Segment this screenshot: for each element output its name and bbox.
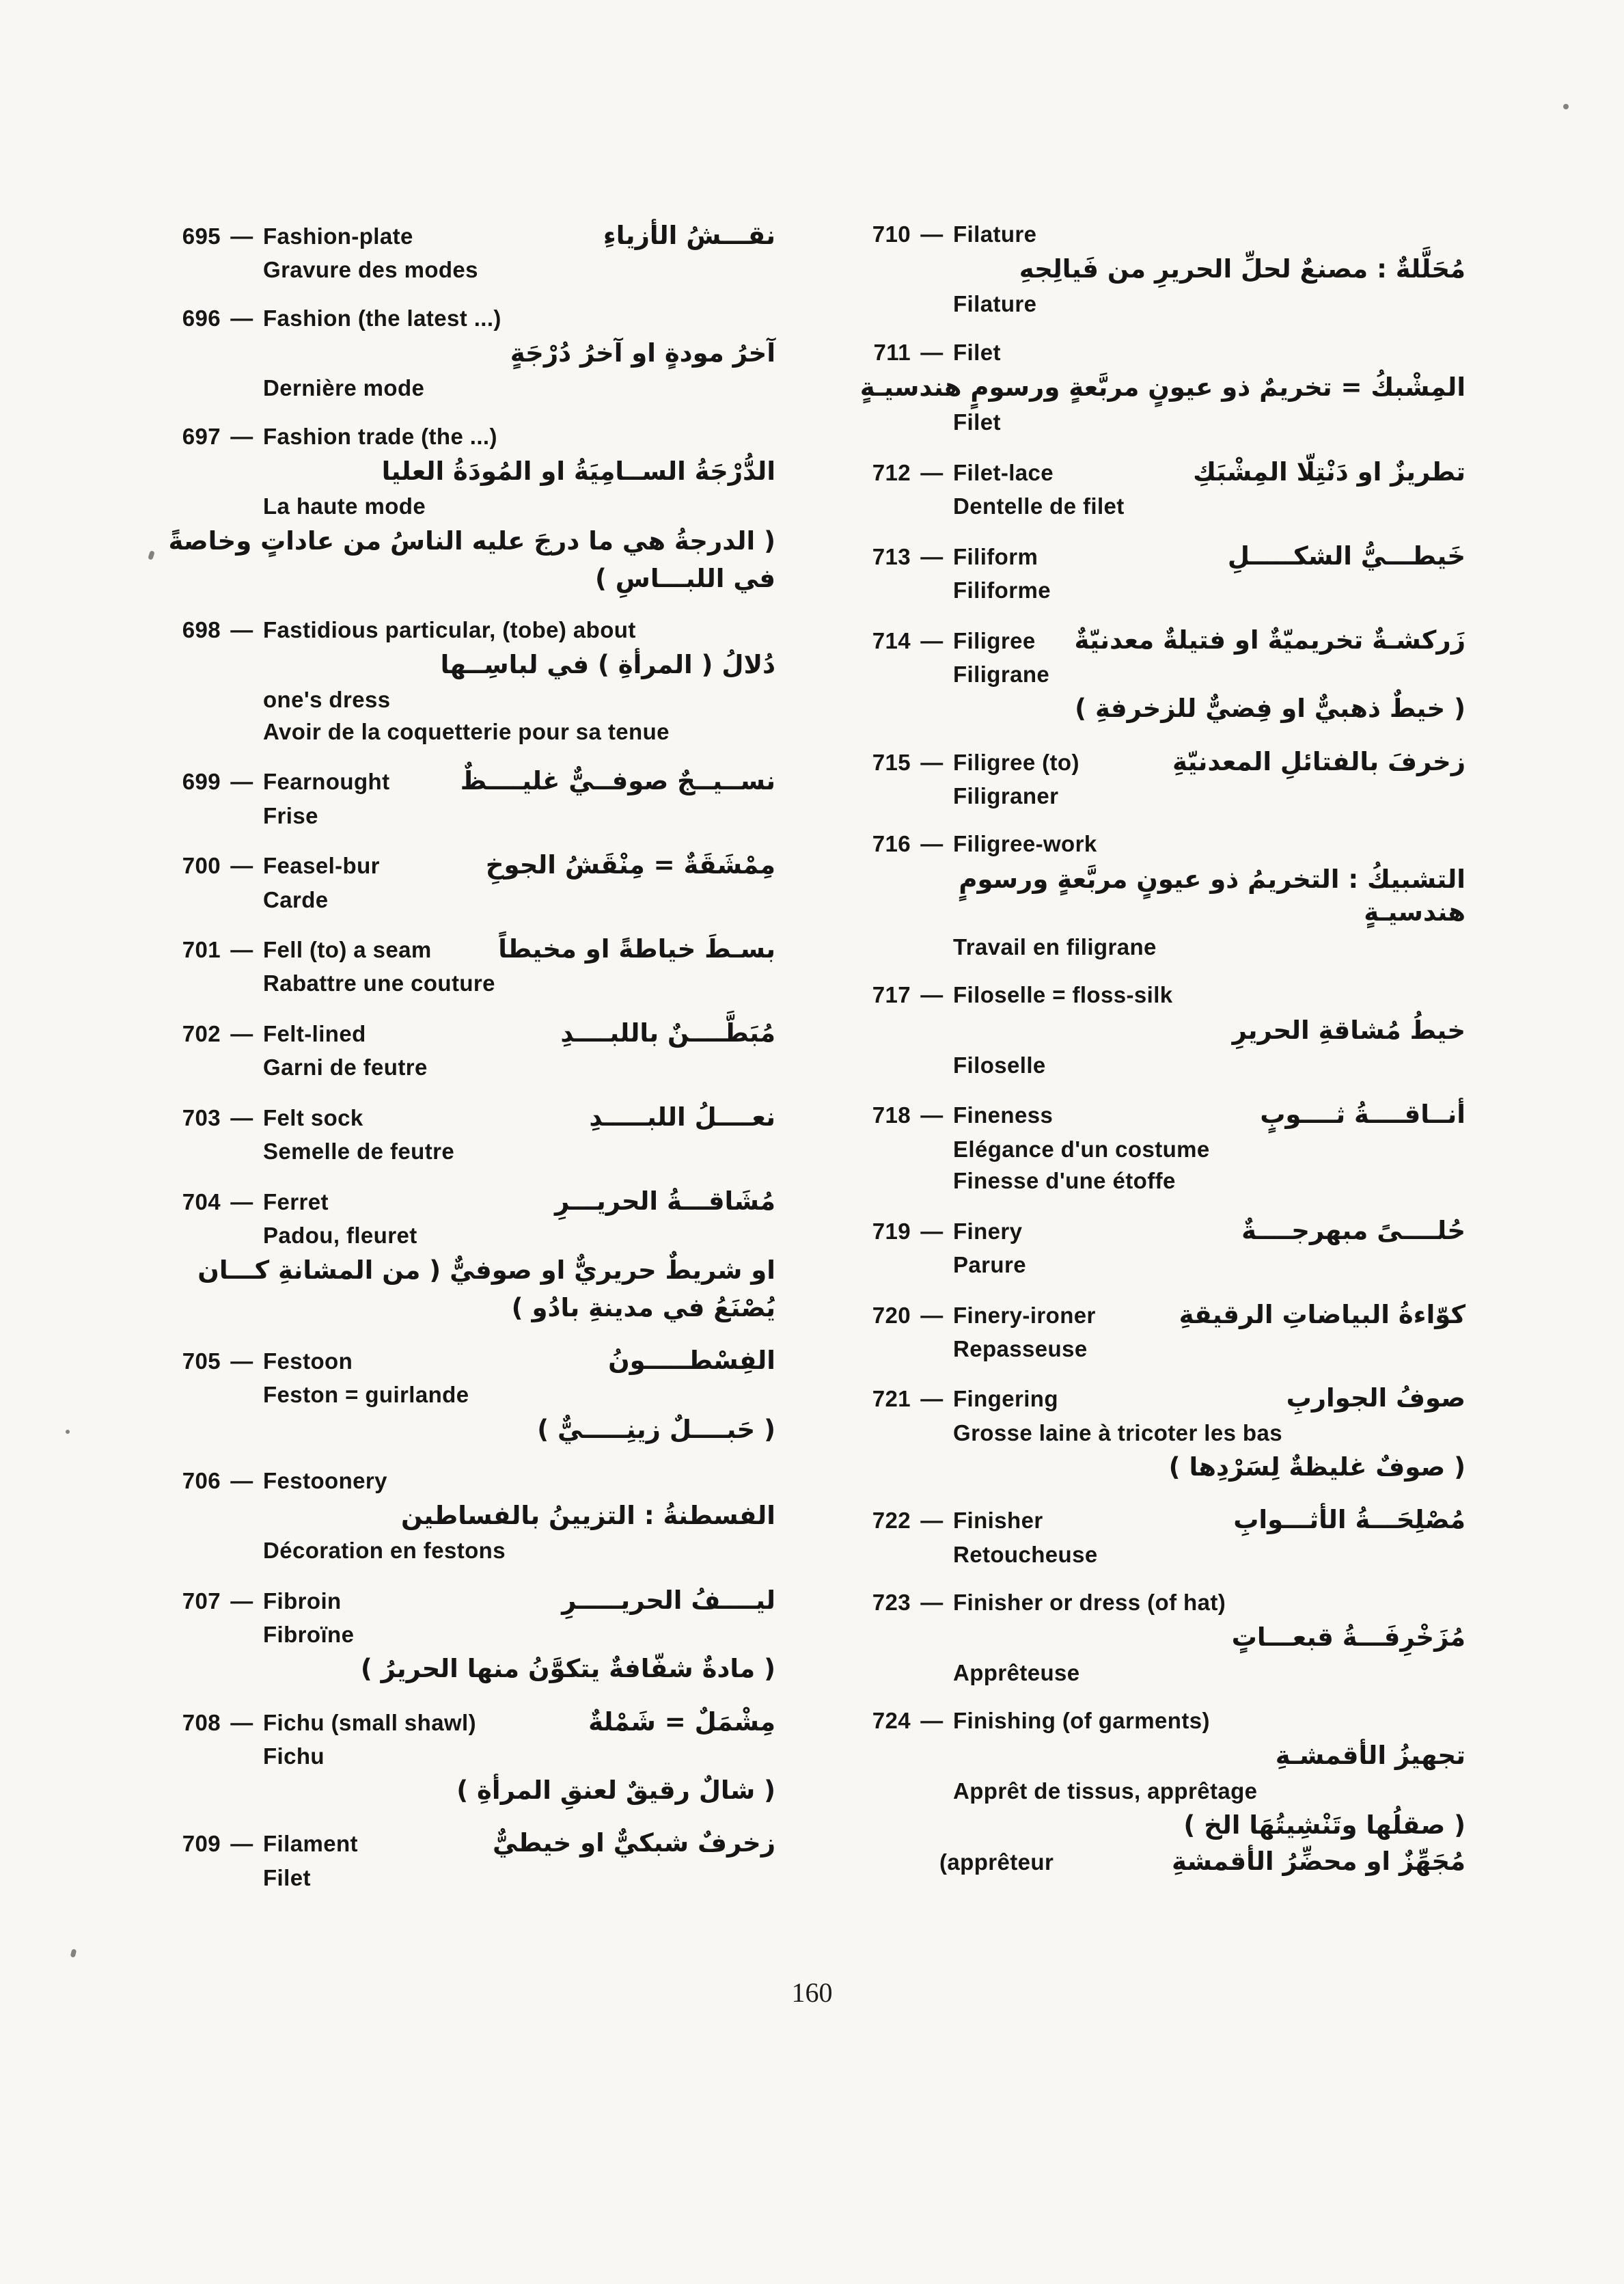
entry-line-french: Repasseuse	[953, 1335, 1088, 1361]
entry-line-arabic: دُلالُ ( المرأةِ ) في لباسِــها	[440, 650, 775, 680]
entry-term-arabic: زَركشـةٌ تخريميّةٌ او فتيلةٌ معدنيّةٌ	[1074, 625, 1465, 655]
entry-line-mixed	[857, 1847, 1465, 1877]
dictionary-entry	[857, 1099, 1465, 1194]
entry-line-french: Filoselle	[953, 1052, 1046, 1078]
entry-number: 704	[182, 1188, 221, 1214]
entry-dash: —	[920, 1708, 944, 1734]
entry-headline	[857, 1504, 1465, 1536]
entry-headline	[857, 338, 1465, 366]
entry-headline	[857, 457, 1465, 488]
entry-term-arabic: كوّاءةُ البياضاتِ الرقيقةِ	[1179, 1299, 1465, 1329]
entry-term-english: Filoselle = floss-silk	[953, 982, 1173, 1008]
entry-line-arabic: الدُّرْجَةُ الســامِيَةُ او المُودَةُ العليا	[381, 457, 775, 487]
entry-line-arabic: ( مادةٌ شفّافةٌ يتكوَّنُ منها الحريرُ )	[360, 1654, 775, 1684]
entry-dash: —	[230, 616, 253, 642]
entry-term-english: Finery	[953, 1218, 1023, 1244]
dictionary-entry	[167, 1707, 775, 1808]
entry-line-arabic: ( صوفٌ غليظةٌ لِسَرْدِها )	[1168, 1452, 1465, 1482]
entry-term-arabic: نقـــشُ الأزياءِ	[603, 221, 775, 250]
entry-line-arabic: آخرُ مودةٍ او آخرُ دُرْجَةٍ	[510, 338, 775, 368]
entry-line-french: Carde	[263, 886, 329, 912]
entry-headline	[167, 1707, 775, 1738]
entry-dash: —	[920, 1508, 944, 1534]
entry-headline	[167, 1018, 775, 1049]
dictionary-entry	[857, 1299, 1465, 1363]
dictionary-entry	[167, 765, 775, 829]
entry-number: 706	[182, 1467, 221, 1493]
entry-term-english: Fashion (the latest ...)	[263, 305, 501, 331]
entry-term-english: Fingering	[953, 1386, 1058, 1412]
entry-headline	[167, 849, 775, 881]
entry-line-french: Garni de feutre	[263, 1055, 428, 1080]
entry-dash: —	[230, 1709, 253, 1735]
entry-line-arabic: ( صقلُها وتَنْشِيتُهَا الخ )	[1183, 1810, 1465, 1840]
scan-artifact-mark	[70, 1948, 77, 1957]
entry-term-arabic: مِشْمَلٌ = شَمْلةٌ	[588, 1707, 775, 1737]
entry-number: 722	[872, 1508, 911, 1534]
entry-dash: —	[230, 305, 253, 331]
entry-headline	[857, 541, 1465, 572]
entry-line-french: Feston = guirlande	[263, 1381, 469, 1407]
entry-headline	[857, 220, 1465, 248]
entry-term-arabic: زخرفَ بالفتائلِ المعدنيّةِ	[1172, 746, 1465, 776]
entry-line-french: Dernière mode	[263, 375, 425, 401]
entry-line-arabic: يُصْنَعُ في مدينةِ بادُو )	[511, 1292, 775, 1322]
entry-line-french: Rabattre une couture	[263, 970, 495, 996]
entry-dash: —	[920, 1590, 944, 1616]
scan-artifact-dot	[66, 1430, 70, 1434]
entry-headline	[167, 1102, 775, 1133]
entry-headline	[857, 1588, 1465, 1616]
entry-dash: —	[230, 769, 253, 795]
entry-term-english: Fibroin	[263, 1588, 342, 1614]
entry-term-english: Filet-lace	[953, 459, 1054, 485]
entry-number: 720	[872, 1302, 911, 1328]
scan-artifact-dot	[1563, 104, 1569, 109]
entry-line-french: Frise	[263, 802, 318, 828]
entry-number: 723	[872, 1590, 911, 1616]
entry-dash: —	[230, 1588, 253, 1614]
entry-number: 708	[182, 1709, 221, 1735]
entry-line-french: Fibroïne	[263, 1621, 355, 1647]
entry-term-arabic: نســيــجٌ صوفــيٌّ غليــــظٌ	[460, 766, 775, 796]
dictionary-entry	[857, 1215, 1465, 1279]
dictionary-entry	[857, 746, 1465, 810]
entry-dash: —	[920, 339, 944, 365]
entry-headline	[167, 1827, 775, 1859]
entry-line-arabic: الفسطنةُ : التزيينُ بالفساطين	[401, 1500, 775, 1530]
entry-term-arabic: مُصْلِحَـــةُ الأثـــوابِ	[1233, 1505, 1465, 1535]
entry-dash: —	[920, 1102, 944, 1128]
entry-headline	[167, 1345, 775, 1376]
entry-line-french: Semelle de feutre	[263, 1139, 455, 1165]
dictionary-entry	[857, 981, 1465, 1078]
dictionary-entry	[167, 1186, 775, 1324]
entry-term-arabic: حُلــــىً مبهرجــــةٌ	[1241, 1215, 1465, 1245]
entry-term-english: Ferret	[263, 1188, 329, 1214]
entry-dash: —	[230, 1020, 253, 1046]
dictionary-entry	[167, 1827, 775, 1891]
entry-dash: —	[920, 1218, 944, 1244]
entry-number: 715	[872, 749, 911, 775]
entry-number: 701	[182, 937, 221, 963]
entry-dash: —	[230, 1831, 253, 1857]
entry-dash: —	[230, 1467, 253, 1493]
dictionary-entry	[857, 338, 1465, 436]
entry-term-english: Filament	[263, 1831, 358, 1857]
scan-artifact-mark	[148, 550, 155, 560]
entry-line-arabic: ( الدرجةُ هي ما درجَ عليه الناسُ من عاداتٍ وخاصةً	[168, 526, 775, 556]
entry-term-arabic: مُبَطَّــــنٌ باللبــــدِ	[560, 1018, 775, 1048]
entry-term-arabic: صوفُ الجواربِ	[1286, 1383, 1465, 1413]
dictionary-entry	[167, 1345, 775, 1446]
entry-number: 696	[182, 305, 221, 331]
dictionary-entry	[167, 304, 775, 402]
entry-term-english: Feasel-bur	[263, 853, 380, 879]
entry-line-arabic: خيطُ مُشاقةِ الحريرِ	[1232, 1015, 1465, 1045]
dictionary-entry	[857, 1588, 1465, 1686]
dictionary-entry	[167, 422, 775, 595]
dictionary-entry	[167, 220, 775, 284]
entry-line-french: Avoir de la coquetterie pour sa tenue	[263, 718, 670, 744]
entry-line-arabic: ( خيطٌ ذهبيٌّ او فِضيٌّ للزخرفةِ )	[1075, 694, 1465, 724]
column-left	[167, 220, 775, 1912]
entry-number: 698	[182, 616, 221, 642]
dictionary-entry	[167, 1467, 775, 1564]
entry-headline	[167, 1467, 775, 1495]
entry-number: 710	[872, 221, 911, 247]
entry-headline	[857, 1299, 1465, 1331]
entry-headline	[857, 830, 1465, 858]
entry-number: 700	[182, 853, 221, 879]
page-columns	[167, 220, 1465, 1912]
entry-line-english: one's dress	[263, 687, 391, 713]
entry-headline	[167, 765, 775, 797]
entry-term-english: Finishing (of garments)	[953, 1708, 1210, 1734]
entry-number: 707	[182, 1588, 221, 1614]
entry-headline	[857, 625, 1465, 656]
entry-term-english: Felt sock	[263, 1104, 363, 1130]
entry-term-english: Finisher	[953, 1508, 1043, 1534]
dictionary-entry	[857, 1707, 1465, 1877]
entry-number: 703	[182, 1104, 221, 1130]
entry-line-french: Filature	[953, 291, 1037, 317]
entry-headline	[857, 1099, 1465, 1130]
entry-term-english: Fashion-plate	[263, 223, 413, 249]
entry-term-arabic: مِمْشَقَةٌ = مِنْقَشُ الجوخِ	[485, 850, 775, 880]
entry-term-english: Filigree-work	[953, 831, 1097, 857]
entry-dash: —	[920, 1302, 944, 1328]
entry-number: 699	[182, 769, 221, 795]
entry-line-french: Fichu	[263, 1743, 325, 1769]
entry-dash: —	[230, 1104, 253, 1130]
entry-headline	[167, 220, 775, 251]
entry-headline	[857, 1707, 1465, 1735]
dictionary-entry	[857, 541, 1465, 604]
entry-term-english: Filiform	[953, 543, 1038, 569]
entry-term-arabic: بسـطَ خياطةً او مخيطاً	[498, 934, 775, 964]
entry-number: 695	[182, 223, 221, 249]
entry-number: 711	[873, 339, 911, 365]
entry-number: 712	[872, 459, 911, 485]
dictionary-entry	[857, 625, 1465, 726]
column-right	[857, 220, 1465, 1912]
entry-headline	[857, 981, 1465, 1009]
entry-headline	[857, 1215, 1465, 1247]
entry-number: 717	[872, 982, 911, 1008]
entry-dash: —	[920, 221, 944, 247]
entry-term-english: Festoonery	[263, 1467, 387, 1493]
entry-number: 721	[872, 1386, 911, 1412]
entry-dash: —	[920, 543, 944, 569]
entry-line-french: Gravure des modes	[263, 257, 478, 283]
entry-line-french: Apprêteuse	[953, 1659, 1080, 1685]
entry-term-english: Festoon	[263, 1348, 353, 1374]
entry-number: 702	[182, 1020, 221, 1046]
entry-term-arabic: نعــــلُ اللبـــــدِ	[589, 1102, 775, 1132]
entry-number: 709	[182, 1831, 221, 1857]
dictionary-entry	[167, 1102, 775, 1165]
entry-line-arabic: مُحَلَّلةٌ : مصنعٌ لحلِّ الحريرِ من فَيالِجهِ	[1019, 254, 1465, 284]
entry-dash: —	[920, 749, 944, 775]
entry-line-arabic: او شريطٌ حريريٌّ او صوفيٌّ ( من المشانةِ كـــان	[197, 1255, 775, 1285]
entry-line-french: La haute mode	[263, 493, 426, 519]
dictionary-entry	[167, 616, 775, 746]
entry-term-english: Fineness	[953, 1102, 1054, 1128]
entry-term-english: Filature	[953, 221, 1037, 247]
entry-term-arabic: ليــــفُ الحريـــــرِ	[562, 1585, 775, 1615]
entry-line-arabic: المِشْبكُ = تخريمٌ ذو عيونٍ مربَّعةٍ ورسومٍ هندسيـةٍ	[859, 372, 1465, 403]
entry-dash: —	[230, 853, 253, 879]
entry-term-english: Finery-ironer	[953, 1302, 1096, 1328]
entry-number: 716	[872, 831, 911, 857]
entry-line-arabic: ( حَبــــلٌ زينِـــــيٌّ )	[537, 1414, 775, 1444]
entry-line-arabic: مُزَخْرِفَـــةُ قبعـــاتٍ	[1231, 1622, 1465, 1653]
entry-dash: —	[230, 1348, 253, 1374]
entry-line-french: Filigrane	[953, 661, 1050, 687]
dictionary-entry	[857, 457, 1465, 520]
entry-headline	[167, 1585, 775, 1616]
dictionary-entry	[857, 220, 1465, 318]
dictionary-entry	[857, 1383, 1465, 1484]
entry-term-english: Fearnought	[263, 769, 390, 795]
entry-number: 713	[872, 543, 911, 569]
entry-dash: —	[920, 831, 944, 857]
entry-dash: —	[230, 423, 253, 449]
entry-line-french: Finesse d'une étoffe	[953, 1168, 1176, 1194]
entry-term-english: Finisher or dress (of hat)	[953, 1590, 1226, 1616]
entry-line-french: Filet	[263, 1864, 311, 1890]
entry-line-arabic-part: مُجَهِّزٌ او محضِّرُ الأقمشةِ	[1172, 1847, 1465, 1877]
entry-line-french: Grosse laine à tricoter les bas	[953, 1419, 1282, 1445]
entry-line-french: Filigraner	[953, 783, 1059, 808]
entry-line-arabic: في اللبـــاسِ )	[594, 563, 775, 593]
entry-number: 719	[872, 1218, 911, 1244]
entry-line-french: Filet	[953, 409, 1001, 435]
entry-number: 718	[872, 1102, 911, 1128]
entry-term-english: Fell (to) a seam	[263, 937, 432, 963]
entry-number: 697	[182, 423, 221, 449]
entry-term-english: Filigree	[953, 627, 1036, 653]
entry-dash: —	[920, 1386, 944, 1412]
dictionary-entry	[857, 1504, 1465, 1568]
entry-headline	[167, 1186, 775, 1217]
dictionary-entry	[167, 934, 775, 997]
entry-term-english: Filigree (to)	[953, 749, 1079, 775]
entry-line-french: Padou, fleuret	[263, 1222, 417, 1248]
entry-number: 714	[872, 627, 911, 653]
entry-headline	[167, 422, 775, 450]
entry-number: 724	[872, 1708, 911, 1734]
dictionary-entry	[167, 849, 775, 913]
entry-dash: —	[230, 937, 253, 963]
entry-term-arabic: زخرفٌ شبكيٌّ او خيطيٌّ	[493, 1828, 775, 1858]
entry-line-french: Apprêt de tissus, apprêtage	[953, 1778, 1258, 1804]
entry-line-arabic: التشبيكُ : التخريمُ ذو عيونٍ مربَّعةٍ ورسومٍ هندسيـةٍ	[959, 864, 1465, 927]
entry-line-french: Retoucheuse	[953, 1541, 1098, 1567]
entry-dash: —	[920, 459, 944, 485]
entry-line-french: Elégance d'un costume	[953, 1136, 1210, 1162]
entry-term-arabic: تطريزٌ او دَنْتِلّا المِشْبَكِ	[1193, 457, 1465, 487]
dictionary-entry	[857, 830, 1465, 960]
dictionary-entry	[167, 1585, 775, 1686]
entry-term-arabic: أنــاقــــةُ ثــــوبٍ	[1260, 1100, 1465, 1130]
entry-dash: —	[920, 982, 944, 1008]
entry-line-french: Parure	[953, 1252, 1026, 1277]
entry-number: 705	[182, 1348, 221, 1374]
entry-term-arabic: مُشَاقـــةُ الحريـــرِ	[554, 1186, 775, 1216]
entry-term-english: Fichu (small shawl)	[263, 1709, 476, 1735]
entry-term-english: Filet	[953, 339, 1001, 365]
entry-headline	[857, 1383, 1465, 1414]
entry-line-french: Filiforme	[953, 577, 1051, 603]
entry-term-english: Fastidious particular, (tobe) about	[263, 616, 636, 642]
entry-headline	[857, 746, 1465, 778]
entry-line-french: Travail en filigrane	[953, 934, 1157, 960]
entry-term-english: Felt-lined	[263, 1020, 366, 1046]
entry-headline	[167, 934, 775, 965]
entry-line-french: Dentelle de filet	[953, 493, 1125, 519]
entry-dash: —	[230, 223, 253, 249]
entry-line-arabic: ( شالٌ رقيقٌ لعنقِ المرأةِ )	[456, 1776, 775, 1806]
entry-line-arabic: تجهيزُ الأقمشـةِ	[1275, 1741, 1465, 1771]
entry-line-french: Décoration en festons	[263, 1537, 506, 1563]
entry-dash: —	[230, 1188, 253, 1214]
entry-dash: —	[920, 627, 944, 653]
dictionary-entry	[167, 1018, 775, 1081]
page-number: 160	[791, 1977, 833, 2008]
entry-headline	[167, 304, 775, 332]
entry-term-arabic: خَيطـــيُّ الشكـــــلِ	[1227, 541, 1465, 571]
entry-line-latin-part: (apprêteur	[939, 1849, 1054, 1875]
entry-headline	[167, 616, 775, 644]
entry-term-arabic: الفِسْطـــــونُ	[608, 1345, 775, 1375]
entry-term-english: Fashion trade (the ...)	[263, 423, 497, 449]
